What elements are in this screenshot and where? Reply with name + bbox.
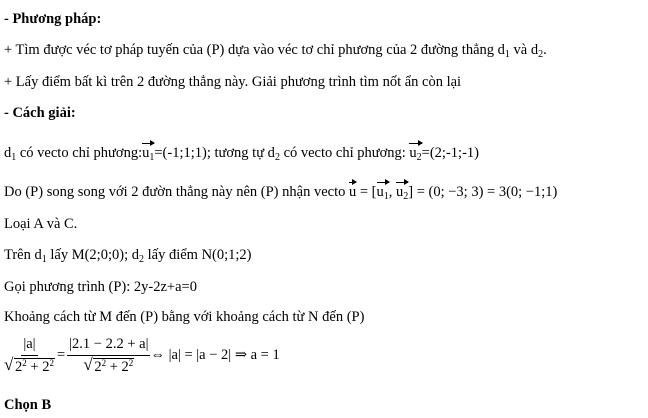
solution-heading (4, 104, 76, 122)
u1-value: =(-1;1;1); tương tự d (154, 145, 275, 161)
eliminate-text: Loại A và C. (4, 216, 78, 232)
u2-sub: 2 (416, 152, 422, 163)
points-mid: lấy M(2;0;0); d (46, 247, 139, 263)
distance-text: Khoảng cách từ M đến (P) bằng với khoảng cách từ N đến (P) (4, 309, 365, 325)
rhs-numerator: |2.1 − 2.2 + a| (67, 335, 150, 356)
d1-sub: 1 (11, 152, 17, 163)
rhs-exp2: 2 (128, 358, 134, 368)
lhs-plus: + (26, 359, 43, 375)
u2-vector (409, 141, 421, 162)
d1-label: d (4, 145, 12, 161)
u2-name: u (409, 145, 417, 161)
d1-text: có vecto chỉ phương: (16, 145, 143, 161)
u-name: u (348, 184, 357, 200)
d2-sub: 2 (274, 152, 280, 163)
u1-vector (142, 141, 154, 162)
d1-subscript: 1 (504, 49, 510, 60)
distance-equation (4, 335, 280, 376)
lhs-denominator (4, 356, 55, 376)
answer-line (4, 396, 51, 414)
method-step-2-text: + Lấy điểm bất kì trên 2 đường thẳng này. Giải phương trình tìm nốt ẩn còn lại (4, 74, 462, 90)
lhs-base2: 2 (42, 359, 50, 375)
method-heading-text: - Phương pháp: (4, 11, 102, 27)
lhs-base1: 2 (15, 359, 23, 375)
points-line (4, 246, 252, 264)
d2-subscript: 2 (538, 49, 544, 60)
points-end: lấy điểm N(0;1;2) (143, 247, 252, 263)
lhs-radicand (14, 358, 55, 375)
u2-value: =(2;-1;-1) (421, 145, 479, 161)
equals-sign: = (56, 347, 66, 363)
rhs-base1: 2 (94, 359, 102, 375)
d2-text: có vecto chỉ phương: (279, 145, 410, 161)
lhs-sqrt (4, 355, 55, 376)
rhs-sqrt (83, 355, 134, 376)
plane-equation: Gọi phương trình (P): 2y-2z+a=0 (4, 279, 197, 295)
method-step-1-end: . (543, 42, 547, 58)
cross-u1-vector (377, 180, 389, 201)
lhs-exp2: 2 (49, 358, 54, 368)
cross-u2-vector (396, 180, 408, 201)
solution-heading-text: - Cách giải: (4, 105, 76, 121)
cross-u1: u (376, 184, 384, 200)
rhs-fraction (67, 335, 150, 376)
direction-vectors-line (4, 141, 479, 162)
plane-equation-line (4, 278, 197, 296)
parallel-text: Do (P) song song với 2 đườn thẳng này nên (P) nhận vecto (4, 184, 349, 200)
method-heading (4, 10, 101, 28)
u1-sub: 1 (149, 152, 155, 163)
answer-text: Chọn B (4, 397, 52, 413)
points-pre: Trên d (4, 247, 42, 263)
cross-sep: , (388, 184, 396, 200)
cross-u2: u (396, 184, 404, 200)
method-step-1-text: + Tìm được véc tơ pháp tuyến của (P) dựa vào véc tơ chỉ phương của 2 đường thẳng d (4, 42, 505, 58)
equivalence-result: ⇔ |a| = |a − 2| ⇒ a = 1 (150, 347, 280, 363)
points-sub1: 1 (41, 254, 47, 265)
points-sub2: 2 (138, 254, 144, 265)
u-vector (349, 180, 356, 201)
lhs-exp1: 2 (22, 358, 27, 368)
eliminate-line (4, 215, 77, 233)
lhs-fraction (4, 335, 55, 376)
cross-u1-sub: 1 (383, 191, 389, 202)
lhs-radical-icon: √ (4, 355, 14, 374)
rhs-exp1: 2 (101, 358, 107, 368)
rhs-radicand (93, 358, 134, 375)
cross-result: ] = (0; −3; 3) = 3(0; −1;1) (408, 184, 558, 200)
rhs-plus: + (106, 359, 122, 375)
method-step-1-mid: và d (509, 42, 539, 58)
cross-u2-sub: 2 (403, 191, 409, 202)
method-step-1 (4, 41, 547, 59)
u1-name: u (142, 145, 150, 161)
normal-vector-line (4, 180, 557, 201)
distance-line (4, 308, 364, 326)
rhs-base2: 2 (121, 359, 129, 375)
method-step-2 (4, 73, 461, 91)
lhs-numerator: |a| (21, 335, 37, 356)
rhs-denominator (83, 356, 134, 376)
cross-eq: = [ (356, 184, 377, 200)
rhs-radical-icon: √ (83, 355, 93, 374)
